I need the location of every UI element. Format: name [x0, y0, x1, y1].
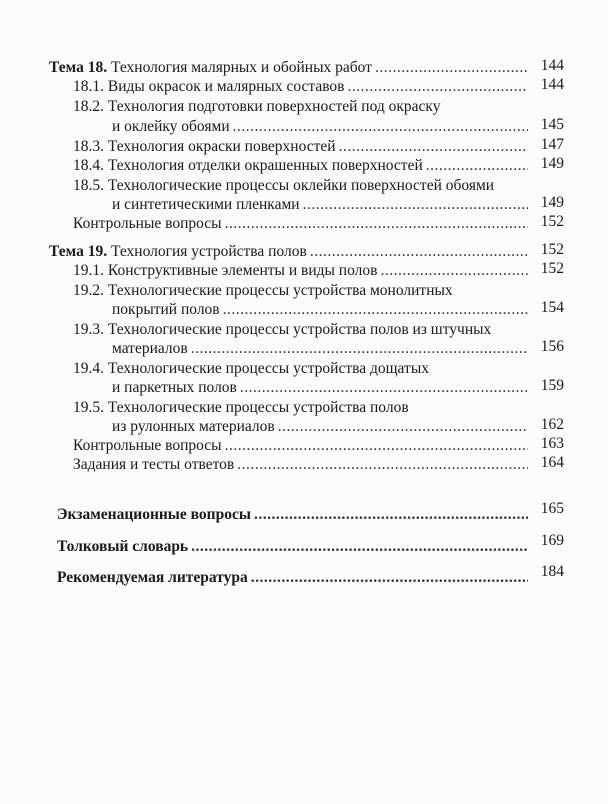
toc-entry-18-1[interactable] — [0, 77, 608, 96]
toc-entry-18-4[interactable] — [0, 156, 608, 175]
leader-dots — [191, 339, 528, 358]
leader-dots — [278, 417, 528, 436]
toc-entry-topic-19[interactable] — [0, 242, 608, 261]
leader-dots — [339, 137, 528, 156]
entry-title: 18.3. Технология окраски поверхностей — [73, 138, 336, 155]
entry-title: 19.4. Технологические процессы устройства дощатых — [73, 360, 429, 377]
leader-dots — [303, 195, 528, 214]
page-number: 163 — [540, 435, 564, 452]
leader-dots — [233, 117, 528, 136]
leader-dots — [375, 58, 528, 77]
toc-entry-topic-18[interactable] — [0, 58, 608, 77]
entry-title: 18.1. Виды окрасок и малярных составов — [73, 78, 345, 95]
entry-title-cont: и синтетическими пленками — [112, 196, 300, 213]
toc-entry-glossary[interactable] — [0, 532, 608, 556]
page-number: 154 — [540, 299, 564, 316]
toc-entry-18-questions[interactable] — [0, 214, 608, 233]
toc-entry-19-4[interactable] — [0, 359, 608, 378]
page-number: 149 — [540, 155, 564, 172]
leader-dots — [223, 300, 528, 319]
entry-title: 19.2. Технологические процессы устройства монолитных — [73, 282, 453, 299]
page-number: 156 — [540, 338, 564, 355]
page-number: 164 — [540, 454, 564, 471]
page-number: 152 — [540, 241, 564, 258]
toc-entry-exam-questions[interactable] — [0, 500, 608, 524]
entry-title-cont: из рулонных материалов — [112, 418, 275, 435]
page-number: 152 — [540, 260, 564, 277]
page-number: 144 — [540, 57, 564, 74]
entry-title: 19.3. Технологические процессы устройства полов из штучных — [73, 321, 492, 338]
entry-title: 18.5. Технологические процессы оклейки поверхностей обоями — [73, 177, 495, 194]
entry-title-cont: материалов — [112, 340, 188, 357]
leader-dots — [310, 242, 528, 261]
topic-label: Тема 19. — [49, 243, 108, 260]
entry-title: Толковый словарь — [57, 538, 189, 555]
leader-dots — [225, 214, 528, 233]
page-number: 149 — [540, 194, 564, 211]
toc-entry-18-5-cont[interactable] — [0, 195, 608, 214]
leader-dots — [225, 436, 528, 455]
toc-entry-18-5[interactable] — [0, 176, 608, 195]
page-number: 144 — [540, 76, 564, 93]
entry-title-cont: и паркетных полов — [112, 379, 237, 396]
toc-entry-19-3-cont[interactable] — [0, 339, 608, 358]
entry-title: Экзаменационные вопросы — [57, 506, 251, 523]
leader-dots — [237, 455, 528, 474]
toc-entry-19-2-cont[interactable] — [0, 300, 608, 319]
page-number: 165 — [540, 500, 564, 517]
entry-title: 18.4. Технология отделки окрашенных поверхностей — [73, 157, 423, 174]
page-number: 169 — [540, 532, 564, 549]
page-number: 147 — [540, 136, 564, 153]
page-number: 145 — [540, 116, 564, 133]
page-number: 184 — [540, 563, 564, 580]
page-number: 162 — [540, 416, 564, 433]
entry-title: Контрольные вопросы — [73, 437, 222, 454]
entry-title-cont: и оклейку обоями — [112, 118, 230, 135]
toc-entry-19-5[interactable] — [0, 398, 608, 417]
page-number: 159 — [540, 377, 564, 394]
entry-title-cont: покрытий полов — [112, 301, 220, 318]
leader-dots — [254, 505, 528, 524]
entry-title: Рекомендуемая литература — [57, 569, 248, 586]
toc-entry-19-3[interactable] — [0, 320, 608, 339]
topic-title: Тема 18. Технология малярных и обойных работ — [49, 59, 372, 76]
leader-dots — [191, 537, 528, 556]
toc-entry-literature[interactable] — [0, 563, 608, 587]
toc-entry-19-1[interactable] — [0, 261, 608, 280]
toc-entry-19-tasks[interactable] — [0, 455, 608, 474]
toc-entry-19-2[interactable] — [0, 281, 608, 300]
entry-title: Контрольные вопросы — [73, 215, 222, 232]
topic-label: Тема 18. — [49, 59, 108, 76]
entry-title: 19.5. Технологические процессы устройства полов — [73, 399, 409, 416]
entry-title: Задания и тесты ответов — [73, 456, 235, 473]
leader-dots — [240, 378, 528, 397]
leader-dots — [380, 261, 528, 280]
toc-entry-19-5-cont[interactable] — [0, 417, 608, 436]
entry-title: 18.2. Технология подготовки поверхностей под окраску — [73, 98, 441, 115]
leader-dots — [426, 156, 528, 175]
toc-entry-19-questions[interactable] — [0, 436, 608, 455]
leader-dots — [251, 568, 528, 587]
topic-title: Тема 19. Технология устройства полов — [49, 243, 307, 260]
toc-entry-19-4-cont[interactable] — [0, 378, 608, 397]
leader-dots — [348, 77, 529, 96]
entry-title: 19.1. Конструктивные элементы и виды полов — [73, 262, 378, 279]
toc-entry-18-2-cont[interactable] — [0, 117, 608, 136]
toc-entry-18-2[interactable] — [0, 97, 608, 116]
page-number: 152 — [540, 213, 564, 230]
toc-entry-18-3[interactable] — [0, 137, 608, 156]
